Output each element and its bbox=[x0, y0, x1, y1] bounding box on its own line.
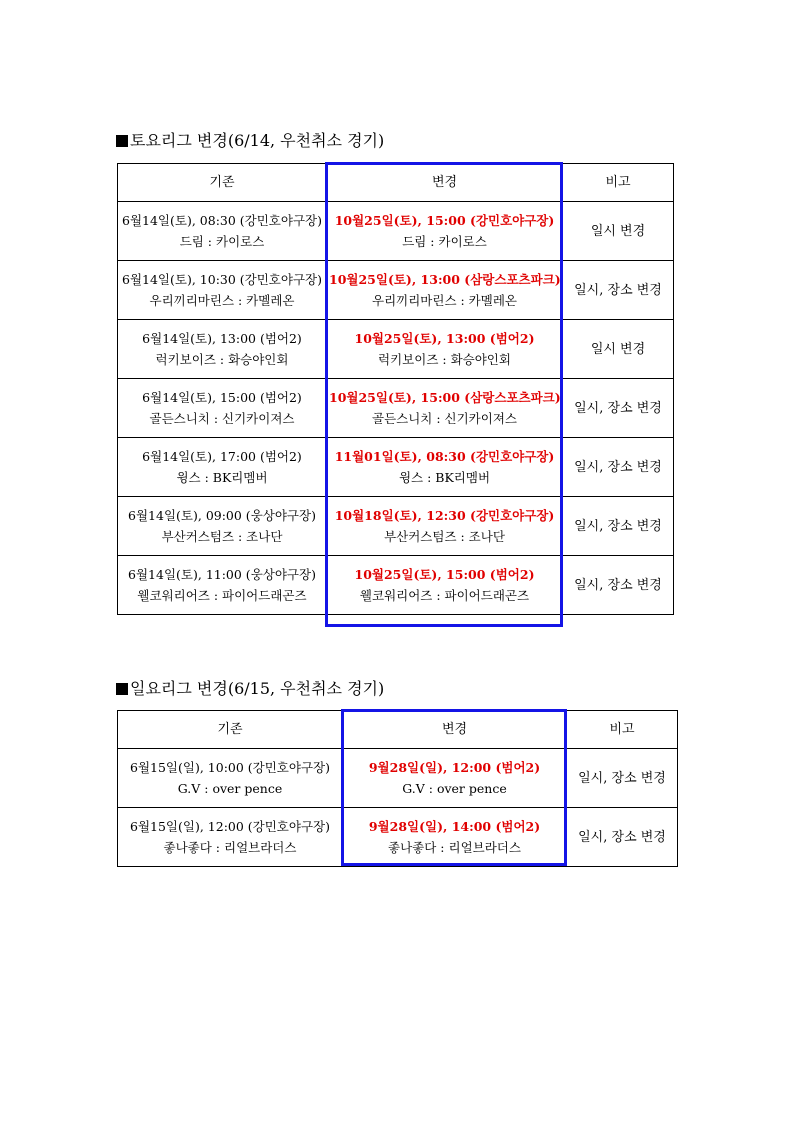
original-teams: 골든스니치 : 신기카이져스 bbox=[149, 411, 295, 426]
original-cell bbox=[118, 438, 327, 497]
original-teams: 윙스 : BK리멤버 bbox=[176, 470, 268, 485]
sunday-section-title bbox=[116, 676, 384, 699]
changed-cell bbox=[327, 202, 563, 261]
note-cell: 일시, 장소 변경 bbox=[563, 556, 674, 615]
note-cell: 일시, 장소 변경 bbox=[563, 497, 674, 556]
changed-time: 9월28일(일), 14:00 (범어2) bbox=[368, 819, 541, 834]
square-bullet-icon bbox=[116, 683, 128, 695]
header-changed: 변경 bbox=[327, 164, 563, 202]
changed-time: 10월18일(토), 12:30 (강민호야구장) bbox=[334, 508, 555, 523]
note-cell: 일시, 장소 변경 bbox=[567, 808, 678, 867]
original-teams: 럭키보이즈 : 화승야인회 bbox=[155, 352, 289, 367]
table-header-row bbox=[118, 164, 674, 202]
note-cell: 일시 변경 bbox=[563, 202, 674, 261]
changed-cell bbox=[343, 749, 567, 808]
original-teams: 우리끼리마린스 : 카멜레온 bbox=[149, 293, 295, 308]
changed-cell bbox=[327, 320, 563, 379]
note-cell: 일시 변경 bbox=[563, 320, 674, 379]
sunday-title-text: 일요리그 변경(6/15, 우천취소 경기) bbox=[130, 679, 385, 698]
original-teams: G.V : over pence bbox=[177, 781, 283, 796]
changed-teams: 좋나좋다 : 리얼브라더스 bbox=[388, 840, 521, 855]
changed-teams: 럭키보이즈 : 화승야인회 bbox=[378, 352, 511, 367]
changed-cell bbox=[327, 556, 563, 615]
original-teams: 부산커스텀즈 : 조나단 bbox=[161, 529, 283, 544]
original-time: 6월14일(토), 10:30 (강민호야구장) bbox=[122, 272, 322, 287]
changed-cell bbox=[327, 497, 563, 556]
original-time: 6월14일(토), 15:00 (범어2) bbox=[142, 390, 302, 405]
table-row bbox=[118, 438, 674, 497]
header-note: 비고 bbox=[567, 711, 678, 749]
table-row bbox=[118, 497, 674, 556]
original-cell bbox=[118, 749, 343, 808]
changed-cell bbox=[343, 808, 567, 867]
changed-time: 10월25일(토), 15:00 (범어2) bbox=[354, 567, 535, 582]
table-row bbox=[118, 202, 674, 261]
header-original: 기존 bbox=[118, 164, 327, 202]
changed-time: 11월01일(토), 08:30 (강민호야구장) bbox=[334, 449, 555, 464]
original-time: 6월15일(일), 10:00 (강민호야구장) bbox=[130, 760, 330, 775]
original-cell bbox=[118, 261, 327, 320]
original-teams: 좋나좋다 : 리얼브라더스 bbox=[163, 840, 297, 855]
note-cell: 일시, 장소 변경 bbox=[563, 438, 674, 497]
changed-teams: G.V : over pence bbox=[402, 781, 507, 796]
original-cell bbox=[118, 202, 327, 261]
changed-time: 10월25일(토), 15:00 (삼랑스포츠파크) bbox=[329, 390, 561, 405]
note-cell: 일시, 장소 변경 bbox=[563, 261, 674, 320]
original-time: 6월14일(토), 11:00 (웅상야구장) bbox=[128, 567, 316, 582]
changed-cell bbox=[327, 379, 563, 438]
changed-teams: 드림 : 카이로스 bbox=[402, 234, 487, 249]
saturday-section-title bbox=[116, 128, 384, 151]
table-header-row bbox=[118, 711, 678, 749]
table-row bbox=[118, 261, 674, 320]
changed-time: 10월25일(토), 15:00 (강민호야구장) bbox=[334, 213, 555, 228]
table-row bbox=[118, 379, 674, 438]
table-row bbox=[118, 749, 678, 808]
original-time: 6월14일(토), 09:00 (웅상야구장) bbox=[128, 508, 316, 523]
header-changed: 변경 bbox=[343, 711, 567, 749]
saturday-schedule-table bbox=[117, 163, 674, 615]
changed-teams: 웰코워리어즈 : 파이어드래곤즈 bbox=[359, 588, 530, 603]
changed-teams: 골든스니치 : 신기카이져스 bbox=[372, 411, 517, 426]
changed-time: 10월25일(토), 13:00 (삼랑스포츠파크) bbox=[329, 272, 561, 287]
original-cell bbox=[118, 497, 327, 556]
table-row bbox=[118, 556, 674, 615]
original-time: 6월14일(토), 17:00 (범어2) bbox=[142, 449, 302, 464]
sunday-schedule-table bbox=[117, 710, 678, 867]
original-time: 6월14일(토), 13:00 (범어2) bbox=[142, 331, 302, 346]
changed-time: 10월25일(토), 13:00 (범어2) bbox=[354, 331, 535, 346]
note-cell: 일시, 장소 변경 bbox=[567, 749, 678, 808]
note-cell: 일시, 장소 변경 bbox=[563, 379, 674, 438]
original-time: 6월15일(일), 12:00 (강민호야구장) bbox=[130, 819, 330, 834]
original-time: 6월14일(토), 08:30 (강민호야구장) bbox=[122, 213, 322, 228]
header-note: 비고 bbox=[563, 164, 674, 202]
changed-teams: 윙스 : BK리멤버 bbox=[398, 470, 491, 485]
changed-teams: 우리끼리마린스 : 카멜레온 bbox=[372, 293, 517, 308]
square-bullet-icon bbox=[116, 135, 128, 147]
changed-time: 9월28일(일), 12:00 (범어2) bbox=[368, 760, 541, 775]
header-original: 기존 bbox=[118, 711, 343, 749]
changed-cell bbox=[327, 438, 563, 497]
original-cell bbox=[118, 556, 327, 615]
original-cell bbox=[118, 808, 343, 867]
original-cell bbox=[118, 320, 327, 379]
original-teams: 웰코워리어즈 : 파이어드래곤즈 bbox=[137, 588, 307, 603]
changed-cell bbox=[327, 261, 563, 320]
original-cell bbox=[118, 379, 327, 438]
table-row bbox=[118, 320, 674, 379]
table-row bbox=[118, 808, 678, 867]
original-teams: 드림 : 카이로스 bbox=[179, 234, 265, 249]
saturday-title-text: 토요리그 변경(6/14, 우천취소 경기) bbox=[130, 131, 385, 150]
changed-teams: 부산커스텀즈 : 조나단 bbox=[384, 529, 505, 544]
